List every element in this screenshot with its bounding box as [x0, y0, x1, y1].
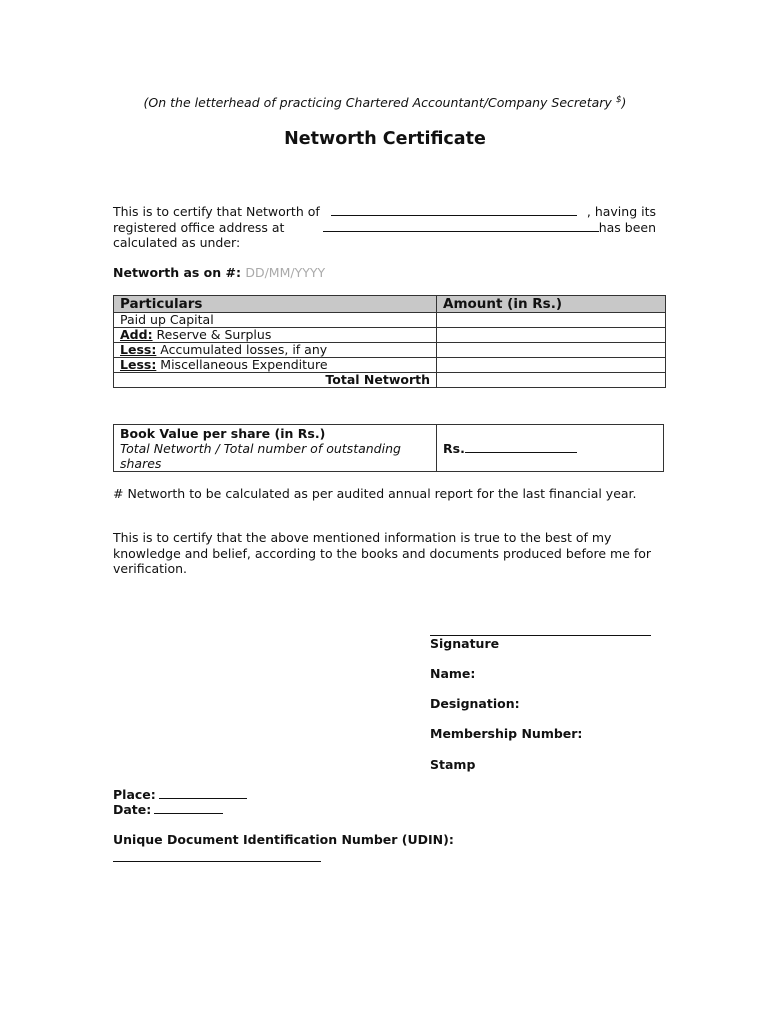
amount-cell[interactable]	[437, 313, 666, 328]
book-value-title: Book Value per share (in Rs.)	[120, 426, 326, 441]
letterhead-close: )	[621, 95, 627, 111]
amount-cell[interactable]	[437, 358, 666, 373]
place-field	[113, 787, 247, 802]
rs-label: Rs.	[443, 440, 465, 456]
row-particular	[114, 358, 437, 373]
designation-label: Designation:	[430, 696, 520, 711]
letterhead-text: (On the letterhead of practicing Chartered Accountant/Company Secretary	[143, 95, 616, 111]
book-value-amount	[437, 425, 664, 472]
total-amount-cell[interactable]	[437, 373, 666, 388]
book-value-row	[114, 425, 664, 472]
membership-number-label: Membership Number:	[430, 726, 583, 741]
letterhead-note	[0, 95, 770, 110]
name-label: Name:	[430, 666, 476, 681]
udin-label: Unique Document Identification Number (UDIN):	[113, 832, 454, 847]
rs-blank[interactable]	[465, 443, 577, 453]
header-amount: Amount (in Rs.)	[437, 296, 666, 313]
row-text: Reserve & Surplus	[152, 327, 272, 342]
place-label: Place:	[113, 787, 156, 802]
row-particular	[114, 328, 437, 343]
certify-line2-start: registered office address at	[113, 219, 285, 235]
address-blank[interactable]	[323, 220, 599, 232]
place-blank[interactable]	[159, 788, 247, 799]
table-row	[114, 343, 666, 358]
certify-line-1	[113, 204, 656, 220]
networth-table	[113, 295, 666, 388]
certify-line-3: calculated as under:	[113, 235, 241, 250]
book-value-description	[114, 425, 437, 472]
table-row	[114, 328, 666, 343]
table-row	[114, 358, 666, 373]
row-particular	[114, 313, 437, 328]
book-value-table	[113, 424, 664, 472]
certify-line1-end: , having its	[586, 204, 656, 219]
certify-paragraph	[113, 204, 656, 251]
networth-as-on	[113, 265, 325, 280]
company-name-blank[interactable]	[331, 204, 577, 216]
row-prefix: Less:	[120, 357, 157, 372]
amount-cell[interactable]	[437, 328, 666, 343]
udin-blank[interactable]	[113, 861, 321, 862]
amount-cell[interactable]	[437, 343, 666, 358]
certify-line-2	[113, 220, 656, 236]
book-value-formula: Total Networth / Total number of outstanding shares	[120, 441, 401, 471]
footnote: # Networth to be calculated as per audited annual report for the last financial year.	[113, 486, 637, 501]
certify-line2-end: has been	[598, 219, 656, 235]
row-particular	[114, 343, 437, 358]
signature-label: Signature	[430, 636, 500, 651]
total-networth-label: Total Networth	[114, 373, 437, 388]
row-text: Accumulated losses, if any	[156, 342, 328, 357]
certify-line1-start: This is to certify that Networth of	[113, 204, 320, 219]
certify-paragraph-2: This is to certify that the above mentioned information is true to the best of my knowledge and belief, according to the books and documents produced before me for verification.	[113, 530, 652, 576]
header-particulars: Particulars	[114, 296, 437, 313]
networth-as-on-label: Networth as on #:	[113, 265, 241, 280]
table-row	[114, 313, 666, 328]
stamp-label: Stamp	[430, 757, 476, 772]
row-text: Paid up Capital	[120, 312, 214, 327]
date-field	[113, 802, 223, 817]
table-header-row	[114, 296, 666, 313]
row-prefix: Less:	[120, 342, 157, 357]
date-blank[interactable]	[154, 803, 223, 814]
row-text: Miscellaneous Expenditure	[156, 357, 328, 372]
date-label: Date:	[113, 802, 152, 817]
total-row	[114, 373, 666, 388]
row-prefix: Add:	[120, 327, 153, 342]
date-placeholder[interactable]: DD/MM/YYYY	[245, 265, 326, 280]
page-title: Networth Certificate	[284, 129, 486, 149]
letterhead-superscript: $	[615, 95, 622, 105]
